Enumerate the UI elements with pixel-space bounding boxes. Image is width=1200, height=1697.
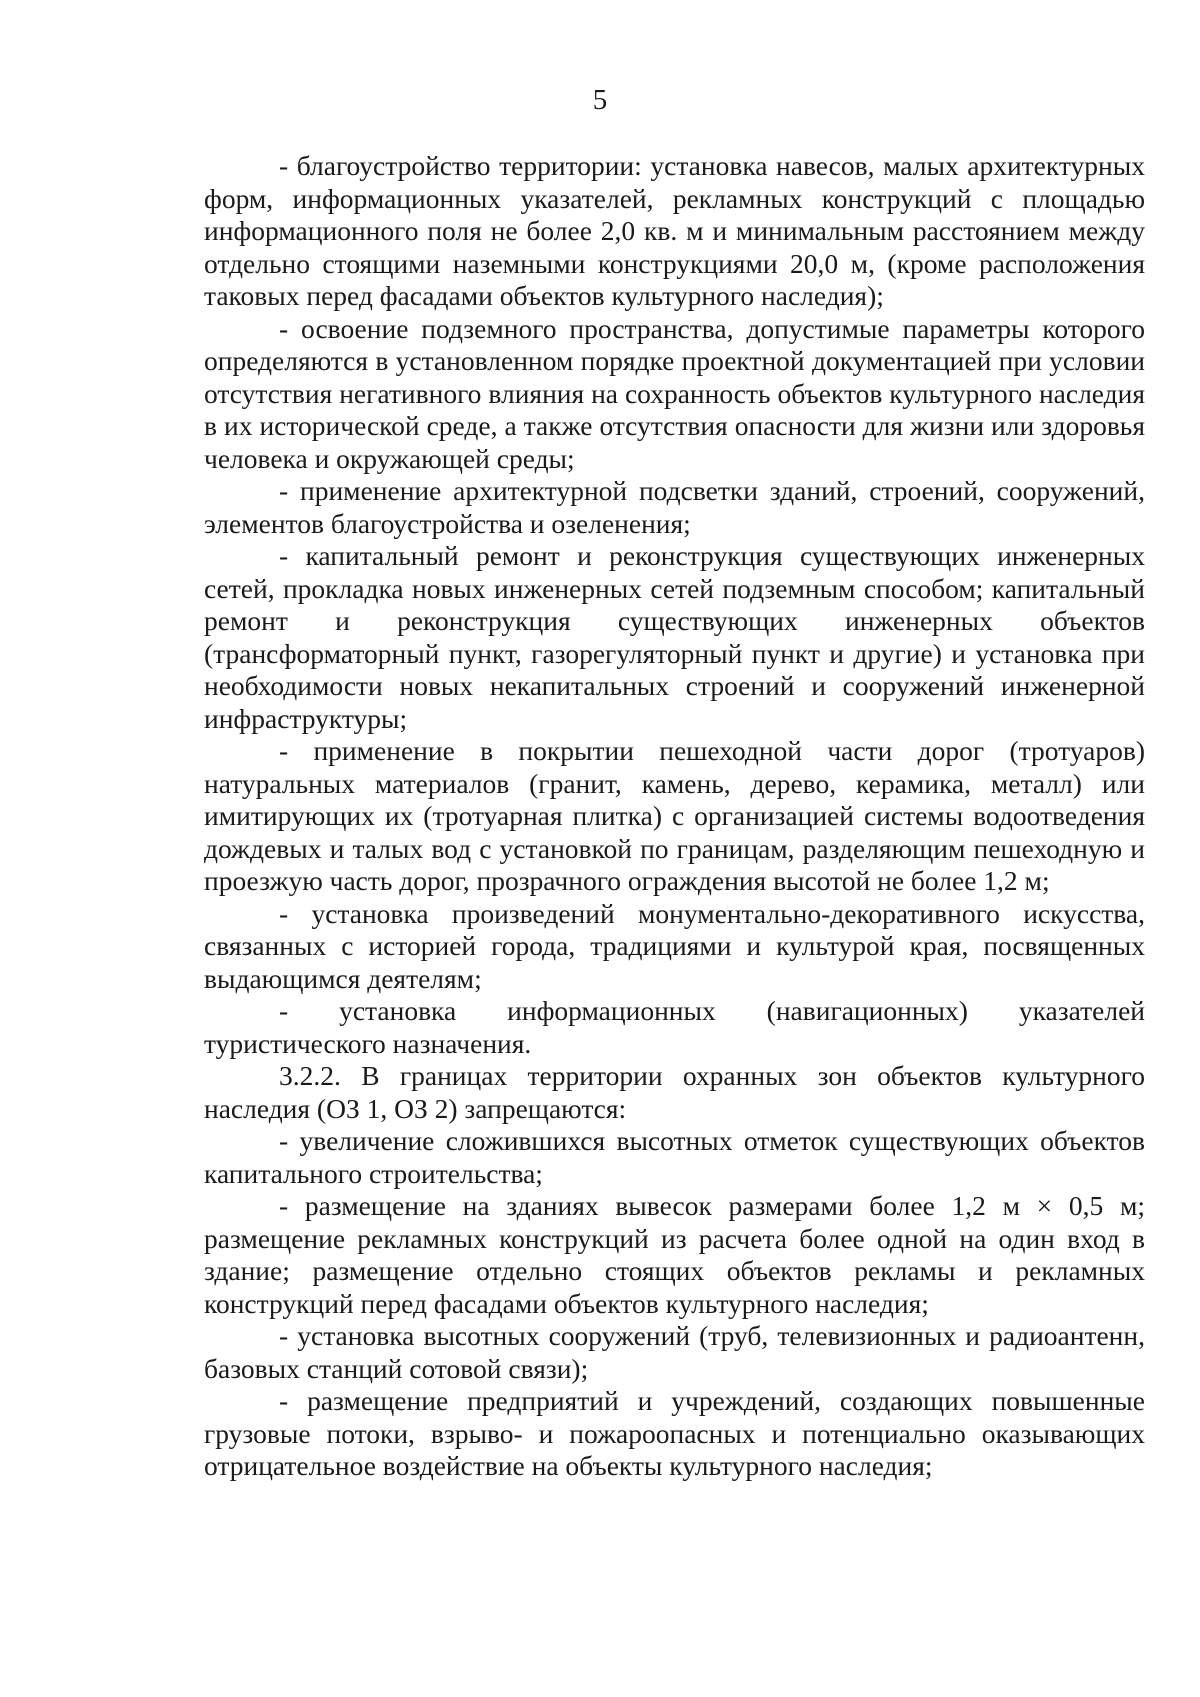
paragraph-underground-space: - освоение подземного пространства, допустимые параметры которого определяются в установленном порядке проектной документацией при условии отсутствия негативного влияния на сохранность объектов культурного наследия в их исторической среде, а также отсутствия опасности для жизни или здоровья человека и окружающей среды;	[204, 312, 1145, 474]
paragraph-monumental-art: - установка произведений монументально-декоративного искусства, связанных с историей города, традициями и культурой края, посвященных выдающимся деятелям;	[204, 897, 1145, 994]
paragraph-enterprises-placement: - размещение предприятий и учреждений, создающих повышенные грузовые потоки, взрыво- и пожароопасных и потенциально оказывающих отрицательное воздействие на объекты культурного наследия;	[204, 1385, 1145, 1481]
paragraph-high-rise-structures: - установка высотных сооружений (труб, телевизионных и радиоантенн, базовых станций сотовой связи);	[204, 1320, 1145, 1384]
paragraph-architectural-lighting: - применение архитектурной подсветки зданий, строений, сооружений, элементов благоустройства и озеленения;	[204, 475, 1145, 539]
paragraph-engineering-networks: - капитальный ремонт и реконструкция существующих инженерных сетей, прокладка новых инженерных сетей подземным способом; капитальный ремонт и реконструкция существующих инженерных объектов (трансформаторный пункт, газорегуляторный пункт и другие) и установка при необходимости новых некапитальных строений и сооружений инженерной инфраструктуры;	[204, 540, 1145, 734]
paragraph-sidewalk-paving: - применение в покрытии пешеходной части дорог (тротуаров) натуральных материалов (гранит, камень, дерево, керамика, металл) или имитирующих их (тротуарная плитка) с организацией системы водоотведения дождевых и талых вод с установкой по границам, разделяющим пешеходную и проезжую часть дорог, прозрачного ограждения высотой не более 1,2 м;	[204, 735, 1145, 896]
paragraph-section-3-2-2: 3.2.2. В границах территории охранных зон объектов культурного наследия (ОЗ 1, ОЗ 2) запрещаются:	[204, 1060, 1145, 1124]
paragraph-height-increase: - увеличение сложившихся высотных отметок существующих объектов капитального строительства;	[204, 1125, 1145, 1189]
paragraph-landscaping: - благоустройство территории: установка навесов, малых архитектурных форм, информационных указателей, рекламных конструкций с площадью информационного поля не более 2,0 кв. м и минимальным расстоянием между отдельно стоящими наземными конструкциями 20,0 м, (кроме расположения таковых перед фасадами объектов культурного наследия);	[204, 150, 1145, 311]
document-body	[204, 150, 1145, 1483]
paragraph-tourist-signs: - установка информационных (навигационных) указателей туристического назначения.	[204, 995, 1145, 1059]
page-number: 5	[592, 84, 608, 116]
paragraph-signage-advertising: - размещение на зданиях вывесок размерами более 1,2 м × 0,5 м; размещение рекламных конструкций из расчета более одной на один вход в здание; размещение отдельно стоящих объектов рекламы и рекламных конструкций перед фасадами объектов культурного наследия;	[204, 1190, 1145, 1319]
